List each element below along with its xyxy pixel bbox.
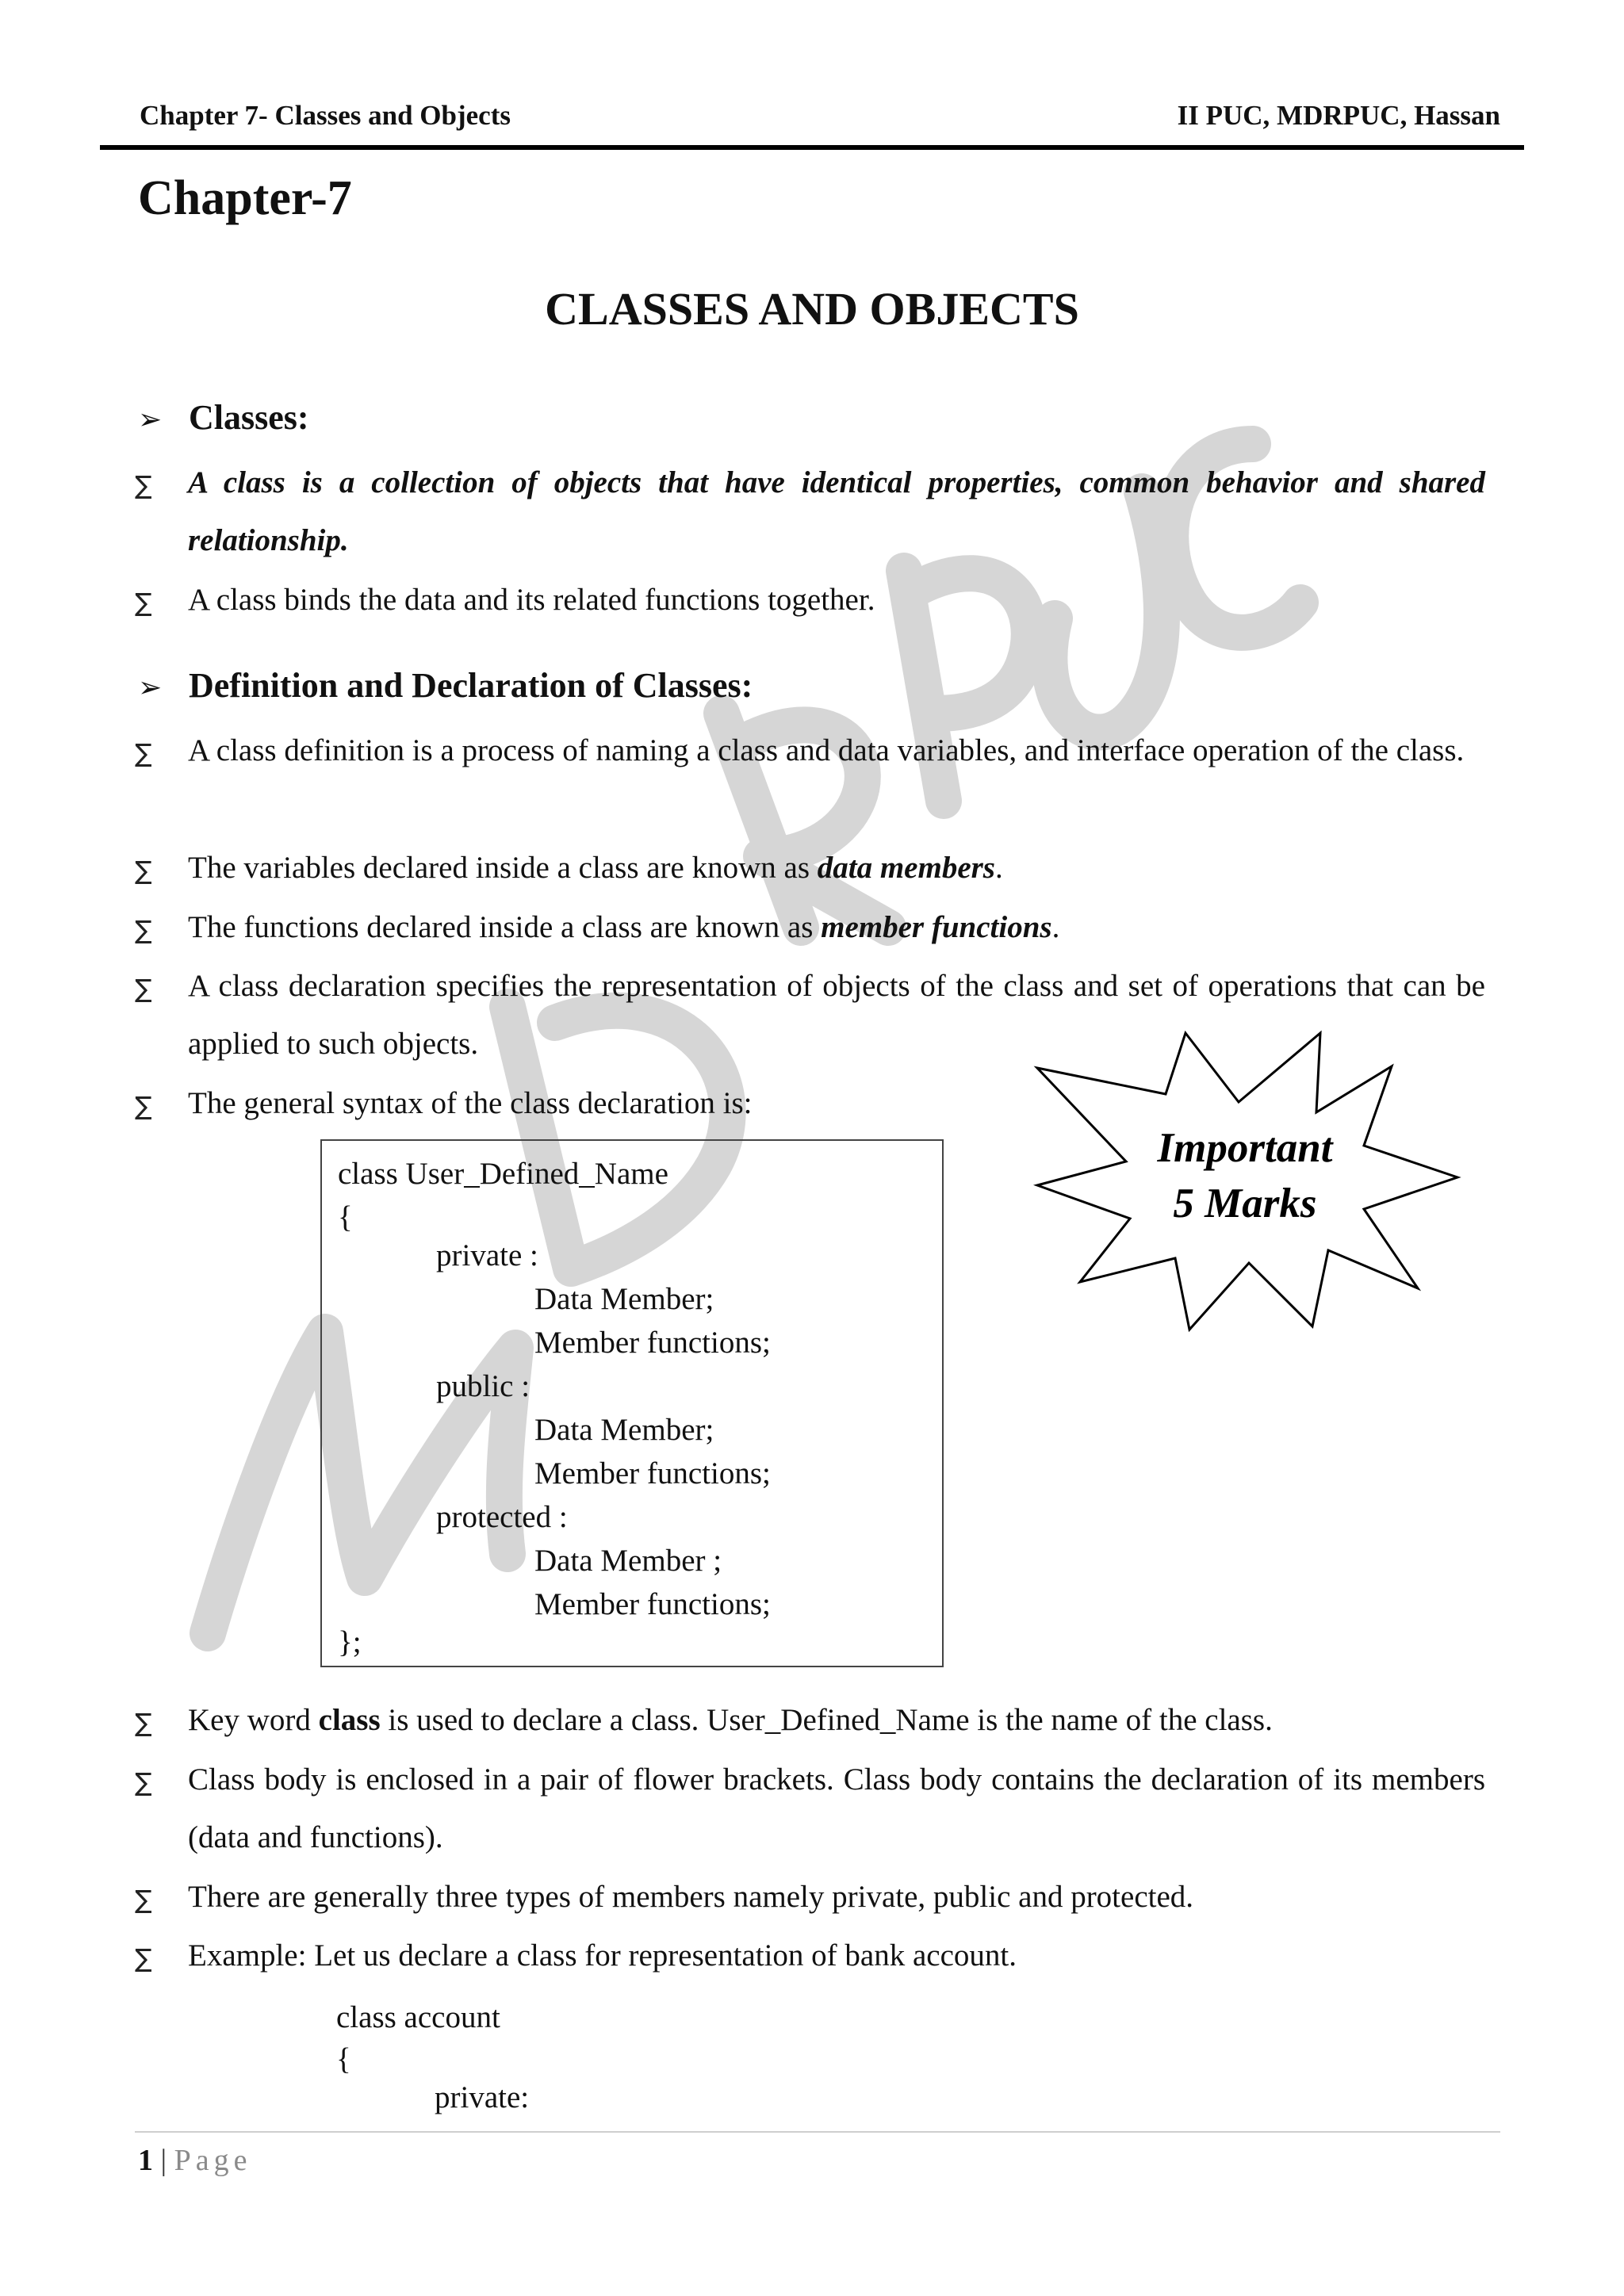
bullet-class-definition-process: A class definition is a process of naming a class and data variables, and interface operation of the class. [188,733,1465,767]
arrowhead-icon: ➢ [138,672,163,704]
syntax-code-box [320,1139,944,1667]
code-line: Data Member; [534,1413,714,1447]
text-segment: . [994,851,1003,885]
section-heading-definition [138,662,753,712]
bullet-class-binds: A class binds the data and its related functions together. [188,583,875,617]
footer-separator: | [153,2144,174,2177]
section-heading-classes [138,394,309,444]
sigma-bullet-icon: ∑ [135,1091,152,1121]
section-heading-text: Classes: [189,398,309,437]
sigma-bullet-icon: ∑ [135,1885,152,1915]
sigma-bullet-icon: ∑ [135,915,152,945]
sigma-bullet-icon: ∑ [135,587,152,618]
code-line: Data Member ; [534,1544,722,1578]
chapter-number: Chapter-7 [138,171,352,225]
starburst-line-1: Important [1157,1125,1333,1171]
sigma-bullet-icon: ∑ [135,1943,152,1973]
text-segment: The functions declared inside a class are known as [188,910,822,944]
bullet-example: Example: Let us declare a class for representation of bank account. [188,1938,1017,1973]
bullet-class-declaration: A class declaration specifies the representation of objects of the class and set of operations that can be applied to such objects. [188,969,1485,1061]
text-segment: . [1051,910,1060,944]
page-footer [138,2141,251,2180]
bullet-class-body: Class body is enclosed in a pair of flower brackets. Class body contains the declaration of its members (data and functions). [188,1762,1485,1854]
chapter-title: CLASSES AND OBJECTS [545,283,1079,335]
bullet-keyword-class [188,1691,1485,1749]
bullet-general-syntax: The general syntax of the class declaration is: [188,1086,753,1120]
text-segment: is used to declare a class. User_Defined_Name is the name of the class. [380,1703,1273,1737]
sigma-bullet-icon: ∑ [135,855,152,886]
important-starburst [1031,1027,1463,1340]
page-number: 1 [138,2144,153,2177]
footer-divider [135,2131,1500,2133]
text-segment: The variables declared inside a class are known as [188,851,818,885]
bullet-member-types: There are generally three types of members namely private, public and protected. [188,1880,1194,1914]
starburst-line-2: 5 Marks [1173,1181,1317,1226]
code-line: protected : [436,1500,568,1534]
code-line: Data Member; [534,1282,714,1316]
code-line: Member functions; [534,1326,771,1360]
code-line: Member functions; [534,1456,771,1490]
code-line: { [338,1200,353,1234]
header-divider [100,145,1524,150]
bullet-class-definition: A class is a collection of objects that have identical properties, common behavior and shared relationship. [188,465,1485,557]
bullet-data-members [188,839,1485,897]
sigma-bullet-icon: ∑ [135,738,152,768]
example-code-line: { [336,2042,351,2076]
sigma-bullet-icon: ∑ [135,974,152,1004]
code-line: private : [436,1238,538,1272]
sigma-bullet-icon: ∑ [135,470,152,500]
text-segment: Key word [188,1703,319,1737]
header-institution-label: II PUC, MDRPUC, Hassan [1177,100,1500,131]
code-line: public : [436,1369,530,1403]
section-heading-text: Definition and Declaration of Classes: [189,666,753,705]
arrowhead-icon: ➢ [138,404,163,436]
code-line: class User_Defined_Name [338,1157,668,1191]
bullet-member-functions [188,898,1485,956]
example-code-line: private: [435,2080,530,2114]
page-label: Page [174,2144,252,2177]
code-line: }; [338,1625,362,1659]
sigma-bullet-icon: ∑ [135,1767,152,1797]
example-code-line: class account [336,2000,500,2034]
term-member-functions: member functions [821,910,1052,944]
code-line: Member functions; [534,1587,771,1621]
term-data-members: data members [817,851,995,885]
header-chapter-label: Chapter 7- Classes and Objects [140,100,511,131]
sigma-bullet-icon: ∑ [135,1708,152,1738]
keyword-class: class [318,1703,381,1737]
